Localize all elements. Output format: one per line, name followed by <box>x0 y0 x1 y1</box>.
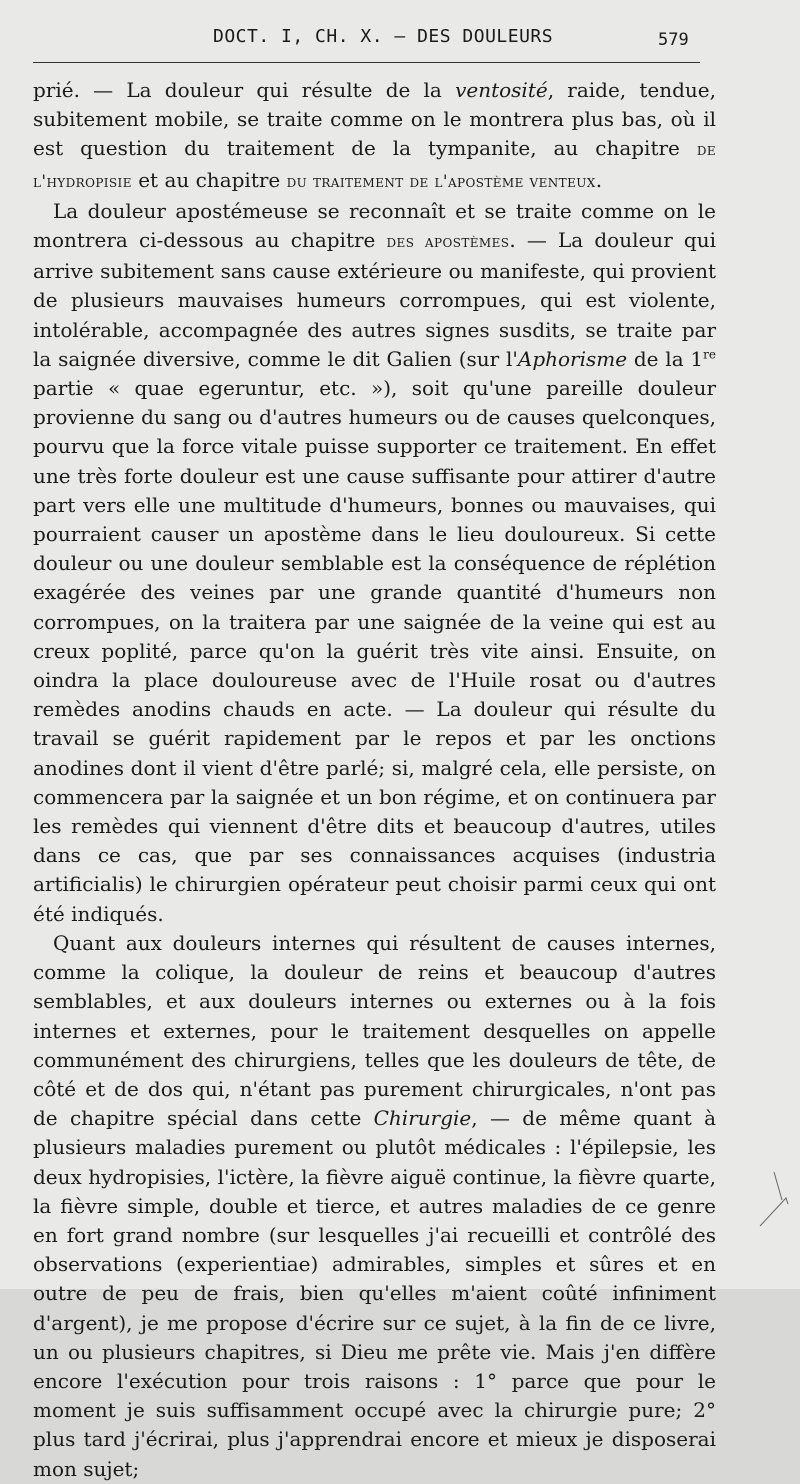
running-head <box>33 26 700 56</box>
italic-term: Chirurgie <box>373 1106 472 1131</box>
chapter-reference: de l'hydropisie <box>33 140 716 192</box>
running-title: DOCT. I, CH. X. — DES DOULEURS <box>213 26 554 47</box>
text-run: . <box>595 167 603 192</box>
chapter-reference: des apostèmes <box>386 232 510 253</box>
body-text <box>33 76 716 1484</box>
text-run: . — La douleur qui arrive subitement sans cause extérieure ou manifeste, qui provient de plusieurs mauvaises humeurs corrompues, qui est violente, intolérable, accompagnée des autres signes susdits, se traite par la saignée diversive, comme le dit Galien (sur l' <box>33 228 716 371</box>
paragraph-2 <box>33 197 716 929</box>
page-number: 579 <box>658 30 689 50</box>
italic-term: ventosité <box>455 78 548 102</box>
italic-term: Aphorisme <box>517 346 628 371</box>
chapter-reference: du traitement de l'apostème venteux <box>286 171 596 192</box>
paragraph-1 <box>33 76 716 197</box>
paragraph-3 <box>33 929 716 1484</box>
text-run: partie « quae egeruntur, etc. »), soit qu'une pareille douleur provienne du sang ou d'autres humeurs ou de causes quelconques, pourvu que la force vitale puisse supporter ce traitement. En effet une très forte douleur est une cause suffisante pour attirer d'autre part vers elle une multitude d'humeurs, bonnes ou mauvaises, qui pourraient causer un apostème dans le lieu douloureux. Si cette douleur ou une douleur semblable est la conséquence de réplétion exagérée des veines par une grande quantité d'humeurs non corrompues, on la traitera par une saignée de la veine qui est au creux poplité, parce qu'on la guérit très vite ainsi. Ensuite, on oindra la place douloureuse avec de l'Huile rosat ou d'autres remèdes anodins chauds en acte. — La douleur qui résulte du travail se guérit rapidement par le repos et par les onctions anodines dont il vient d'être parlé; si, malgré cela, elle persiste, on commencera par la saignée et un bon régime, et on continuera par les remèdes qui viennent d'être dits et beaucoup d'autres, utiles dans ce cas, que par ses connaissances acquises (industria artificialis) le chirurgien opérateur peut choisir parmi ceux qui ont été indiqués. <box>33 376 716 926</box>
text-run: et au chapitre <box>131 167 287 192</box>
text-run: Quant aux douleurs internes qui résultent de causes internes, comme la colique, la douleur de reins et beaucoup d'autres semblables, et aux douleurs internes ou externes ou à la fois internes et externes, pour le traitement desquelles on appelle communément des chirurgiens, telles que les douleurs de tête, de côté et de dos qui, n'étant pas purement chirurgicales, n'ont pas de chapitre spécial dans cette <box>33 930 716 1131</box>
pencil-margin-mark <box>752 1168 792 1238</box>
superscript: re <box>703 347 716 362</box>
header-rule <box>33 62 700 63</box>
text-run: , raide, tendue, subitement mobile, se traite comme on le montrera plus bas, où il est question du traitement de la tympanite, au chapitre <box>33 78 716 161</box>
text-run: de la 1 <box>627 346 704 371</box>
text-run: prié. — La douleur qui résulte de la <box>33 78 456 102</box>
text-run: , — de même quant à plusieurs maladies purement ou plutôt médicales : l'épilepsie, les deux hydropisies, l'ictère, la fièvre aiguë continue, la fièvre quarte, la fièvre simple, double et tierce, et autres maladies de ce genre en fort grand nombre (sur lesquelles j'ai recueilli et contrôlé des observations (experientiae) admirables, simples et sûres et en outre de peu de frais, bien qu'elles m'aient coûté infiniment d'argent), je me propose d'écrire sur ce sujet, à la fin de ce livre, un ou plusieurs chapitres, si Dieu me prête vie. Mais j'en diffère encore l'exécution pour trois raisons : 1° parce que pour le moment je suis suffisamment occupé avec la chirurgie pure; 2° plus tard j'écrirai, plus j'apprendrai encore et mieux je disposerai mon sujet; <box>33 1106 716 1481</box>
text-run: La douleur apostémeuse se reconnaît et se traite comme on le montrera ci-dessous au chapitre <box>33 198 716 253</box>
